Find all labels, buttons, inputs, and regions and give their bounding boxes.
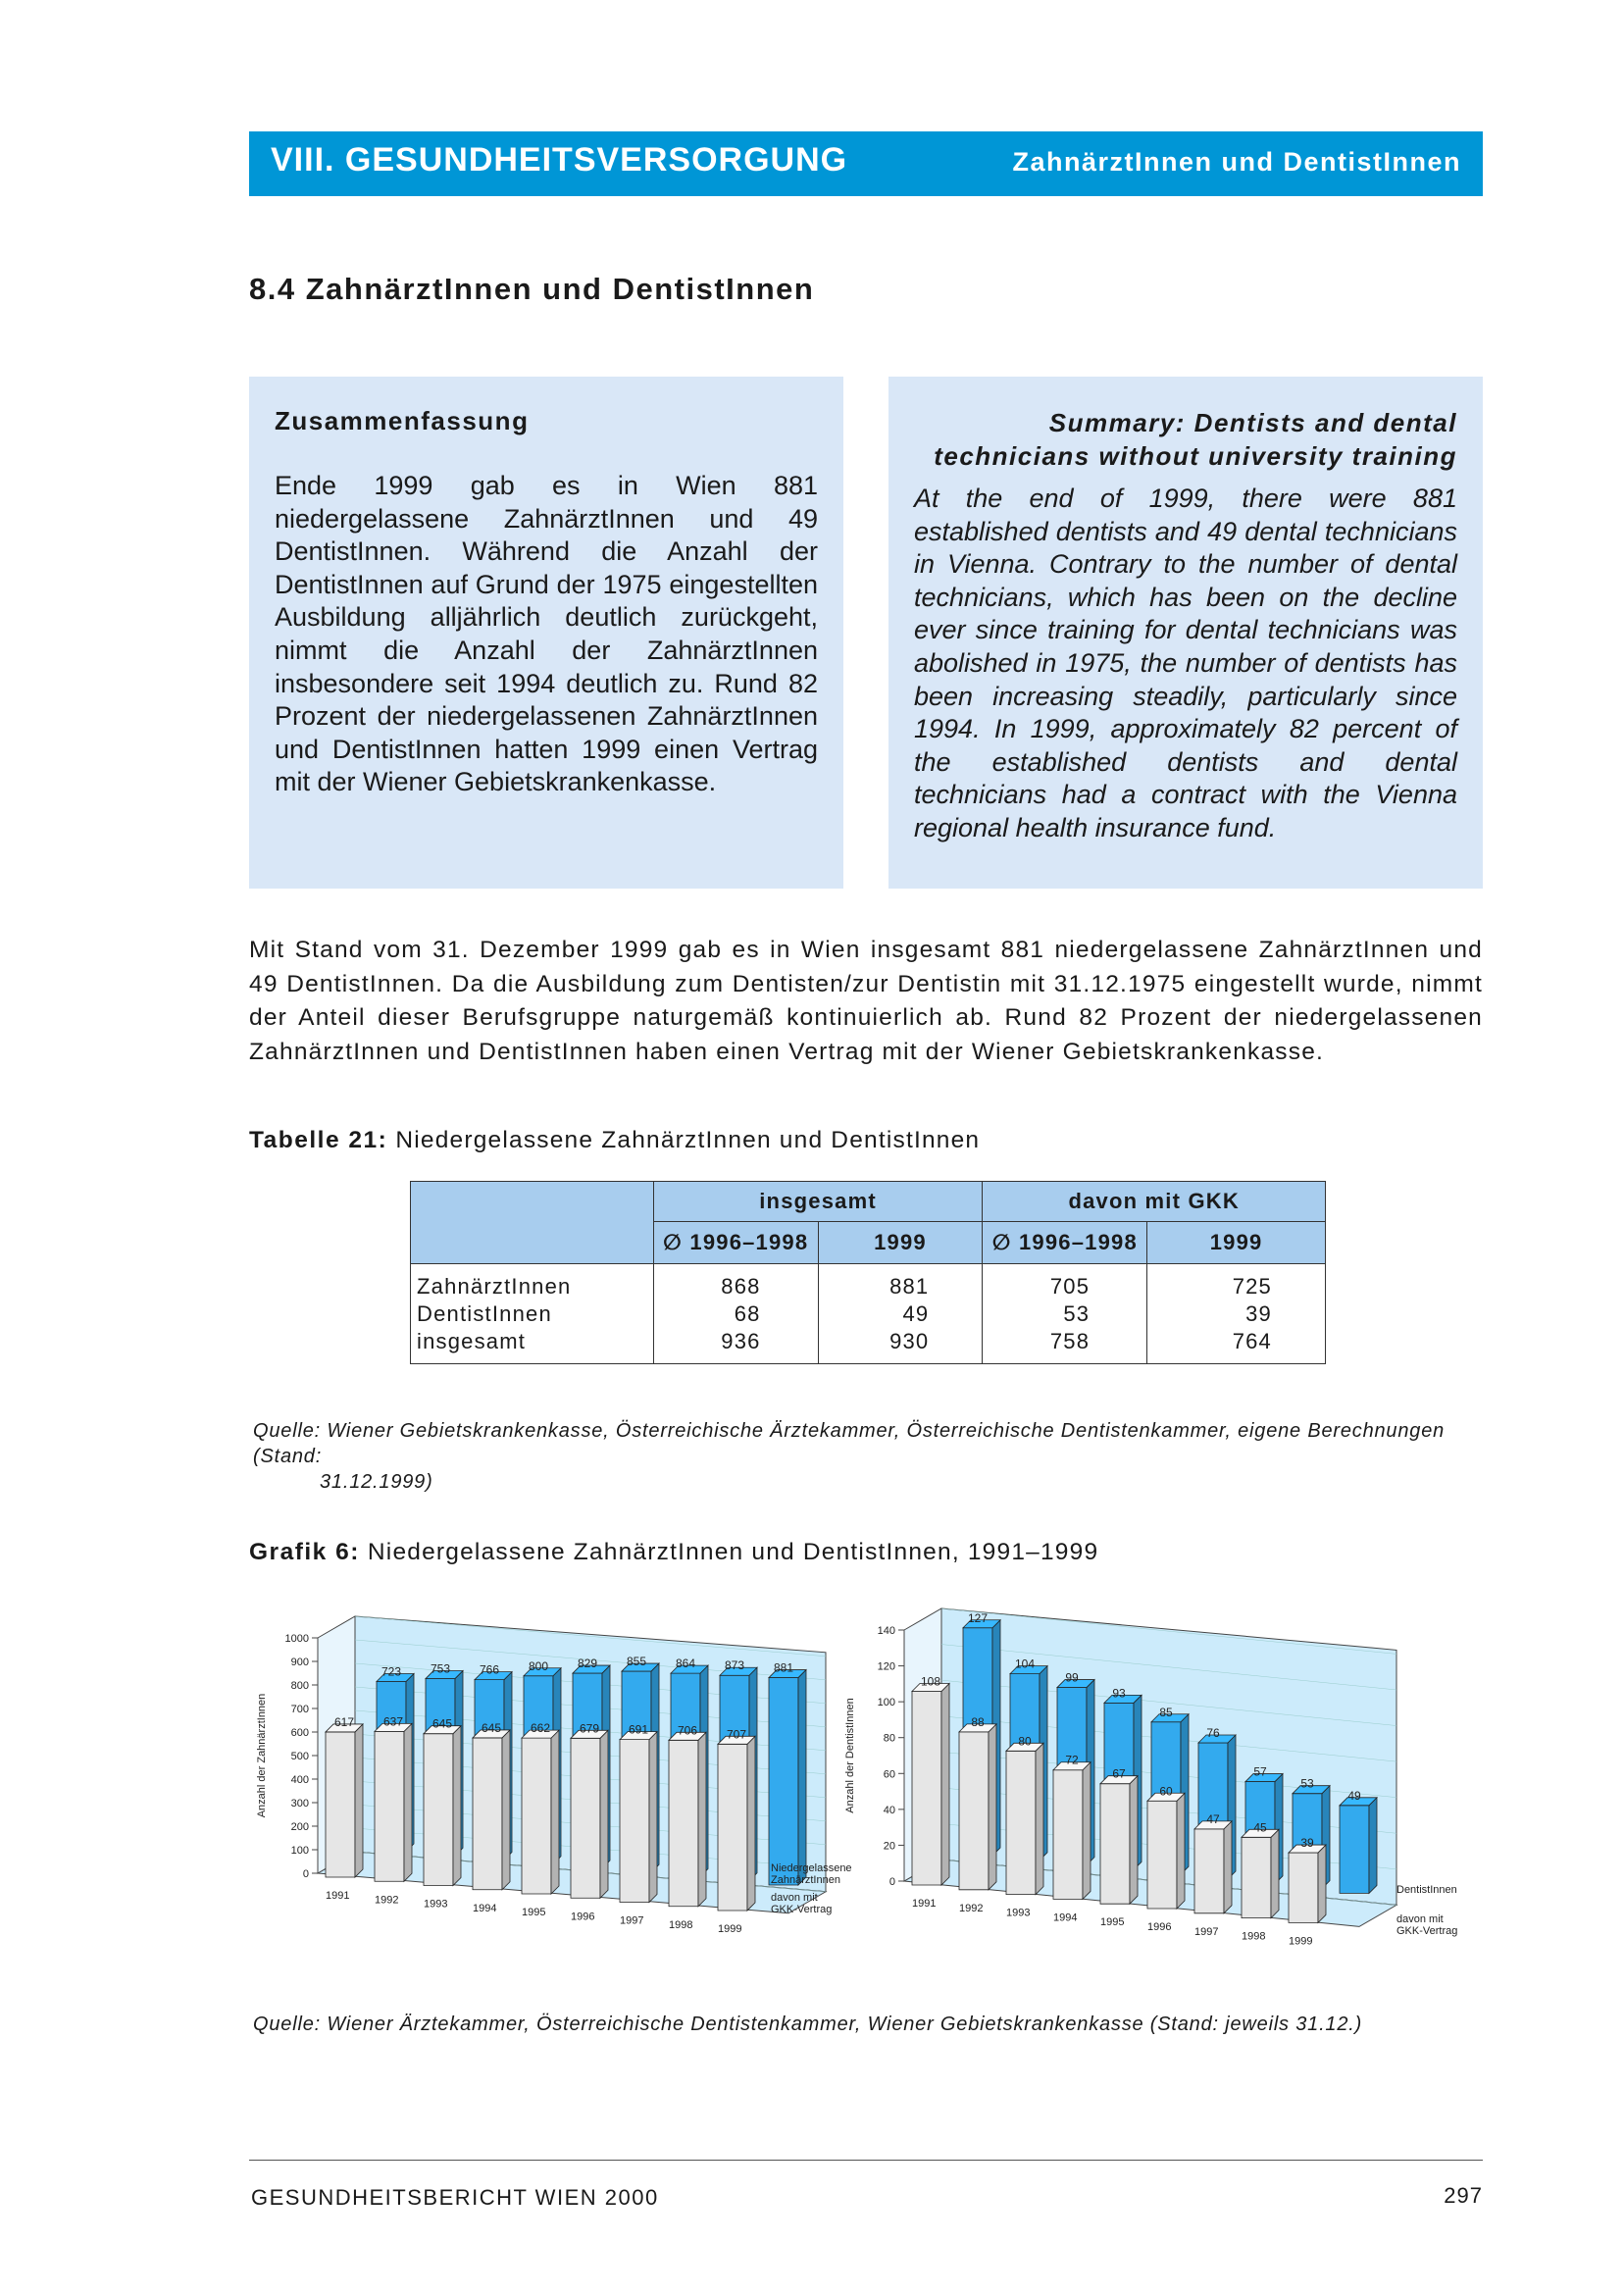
data-label-total: 766	[479, 1662, 500, 1677]
y-tick-label: 500	[290, 1751, 309, 1762]
chapter-topic: ZahnärztInnen und DentistInnen	[1012, 147, 1461, 177]
x-tick-label: 1997	[620, 1914, 644, 1927]
bar-front	[1289, 1853, 1318, 1922]
bar-gkk	[620, 1732, 657, 1903]
x-tick-label: 1993	[1006, 1907, 1031, 1919]
data-label-total: 99	[1065, 1670, 1079, 1685]
data-table	[410, 1181, 1326, 1364]
bar-front	[769, 1678, 798, 1885]
bar-gkk	[1289, 1845, 1326, 1922]
bar-front	[718, 1744, 747, 1911]
bar-total	[1340, 1798, 1377, 1894]
bar-front	[620, 1740, 649, 1903]
table-caption-label: Tabelle 21:	[249, 1127, 388, 1153]
table-caption-text: Niedergelassene ZahnärztInnen und DentistInnen	[387, 1127, 981, 1153]
table-source-line: Quelle: Wiener Gebietskrankenkasse, Österreichische Ärztekammer, Österreichische Dentistenkammer, eigene Berechnungen (Stand:	[253, 1420, 1446, 1467]
y-axis-label: Anzahl der ZahnärztInnen	[256, 1693, 268, 1818]
legend-entry: GKK-Vertrag	[771, 1904, 833, 1915]
data-label-total: 85	[1159, 1705, 1173, 1719]
table-caption	[249, 1127, 980, 1154]
bar-side	[698, 1732, 706, 1906]
table-sub-header: 1999	[1147, 1222, 1326, 1264]
data-label-total: 57	[1253, 1764, 1267, 1779]
table-sub-header: 1999	[818, 1222, 983, 1264]
footer-report-title: GESUNDHEITSBERICHT WIEN 2000	[251, 2185, 659, 2210]
data-label-gkk: 60	[1159, 1784, 1173, 1799]
data-label-gkk: 39	[1300, 1836, 1314, 1851]
table-cell: 725	[1147, 1264, 1326, 1300]
data-label-total: 829	[577, 1657, 598, 1671]
y-tick-label: 20	[883, 1840, 895, 1853]
data-label-gkk: 637	[382, 1714, 404, 1729]
bar-gkk	[1100, 1776, 1138, 1905]
bar-side	[1271, 1829, 1279, 1917]
bar-total	[769, 1670, 806, 1885]
x-tick-label: 1992	[375, 1894, 399, 1907]
bar-side	[1318, 1845, 1326, 1922]
y-tick-label: 140	[877, 1625, 895, 1637]
table-row-label: insgesamt	[417, 1328, 527, 1353]
data-label-gkk: 67	[1112, 1766, 1126, 1781]
x-tick-label: 1999	[718, 1923, 742, 1935]
bar-front	[473, 1738, 502, 1890]
bar-side	[1177, 1793, 1185, 1909]
data-label-total: 864	[675, 1657, 696, 1671]
chapter-header-band	[249, 131, 1483, 196]
bar-side	[798, 1670, 806, 1885]
data-label-gkk: 706	[677, 1723, 698, 1738]
y-tick-label: 300	[290, 1798, 309, 1810]
y-tick-label: 60	[883, 1768, 895, 1781]
table-sub-header: ∅ 1996–1998	[983, 1222, 1147, 1264]
table-row	[411, 1329, 1326, 1364]
table-group-header: davon mit GKK	[983, 1182, 1326, 1222]
data-label-gkk: 691	[628, 1722, 649, 1737]
x-tick-label: 1995	[522, 1907, 546, 1918]
data-label-gkk: 679	[579, 1721, 600, 1736]
chart-area	[249, 1589, 1483, 1981]
table-cell: 705	[983, 1264, 1147, 1300]
y-tick-label: 40	[883, 1804, 895, 1816]
summary-box-german	[249, 377, 843, 889]
data-label-total: 93	[1112, 1686, 1126, 1701]
data-label-total: 723	[381, 1664, 402, 1679]
data-label-total: 800	[528, 1658, 549, 1673]
table-cell: 39	[1147, 1300, 1326, 1329]
bar-front	[1006, 1751, 1036, 1894]
data-label-total: 76	[1206, 1726, 1220, 1741]
bar-gkk	[1006, 1743, 1043, 1894]
bar-side	[1224, 1821, 1232, 1913]
bar-gkk	[571, 1730, 608, 1898]
data-label-gkk: 47	[1206, 1811, 1220, 1826]
bar-front	[912, 1692, 941, 1885]
bar-side	[502, 1730, 510, 1890]
data-label-total: 881	[773, 1660, 794, 1675]
bar-gkk	[959, 1724, 996, 1890]
data-label-gkk: 645	[481, 1720, 502, 1735]
y-tick-label: 100	[290, 1845, 309, 1857]
x-tick-label: 1995	[1100, 1916, 1125, 1929]
bar-gkk	[375, 1723, 412, 1881]
bar-gkk	[1194, 1821, 1232, 1913]
chart-caption	[249, 1539, 1098, 1566]
x-tick-label: 1991	[326, 1890, 350, 1902]
footer-divider	[249, 2160, 1483, 2161]
data-label-gkk: 707	[726, 1727, 747, 1742]
bar-side	[989, 1724, 996, 1890]
data-label-gkk: 108	[920, 1674, 941, 1689]
y-tick-label: 0	[302, 1868, 309, 1880]
x-tick-label: 1999	[1289, 1935, 1313, 1948]
bar-front	[522, 1738, 551, 1894]
intro-paragraph: Mit Stand vom 31. Dezember 1999 gab es in Wien insgesamt 881 niedergelassene ZahnärztInnen und 49 DentistInnen. Da die Ausbildung zum Dentisten/zur Dentistin mit 31.12.1975 eingestellt wurde, nimmt der Anteil dieser Berufsgruppe naturgemäß kontinuierlich ab. Rund 82 Prozent der niedergelassenen ZahnärztInnen und DentistInnen haben einen Vertrag mit der Wiener Gebietskrankenkasse.	[249, 937, 1483, 1065]
x-tick-label: 1994	[473, 1902, 497, 1914]
bar-gkk	[718, 1736, 755, 1911]
data-label-gkk: 80	[1018, 1734, 1032, 1749]
x-tick-label: 1998	[1242, 1930, 1266, 1943]
x-tick-label: 1994	[1053, 1912, 1078, 1924]
table-cell: 881	[818, 1264, 983, 1300]
chart-caption-label: Grafik 6:	[249, 1539, 360, 1565]
x-tick-label: 1992	[959, 1902, 984, 1914]
table-source-line: 31.12.1999)	[320, 1471, 433, 1493]
legend-entry: Niedergelassene	[771, 1862, 852, 1874]
page-number: 297	[1444, 2183, 1483, 2208]
table-group-header: insgesamt	[653, 1182, 983, 1222]
summary-heading-german: Zusammenfassung	[275, 406, 530, 435]
x-tick-label: 1993	[424, 1898, 448, 1911]
table-header-blank	[411, 1182, 654, 1264]
data-label-gkk: 617	[333, 1714, 355, 1729]
bar-side	[649, 1732, 657, 1903]
summary-text-english: At the end of 1999, there were 881 established dentists and 49 dental technicians in Vienna. Contrary to the number of dental technicians, which has been on the decline ever since training for dental technicians was abolished in 1975, the number of dentists has been increasing steadily, particularly since 1994. In 1999, approximately 82 percent of the established dentists and dental technicians had a contract with the Vienna regional health insurance fund.	[914, 484, 1457, 842]
summary-box-english	[888, 377, 1483, 889]
bar-front	[1242, 1837, 1271, 1917]
bar-front	[375, 1731, 404, 1881]
bar-gkk	[1242, 1829, 1279, 1917]
bar-gkk	[473, 1730, 510, 1890]
summary-heading-english: Summary: Dentists and dental technicians without university training	[934, 408, 1457, 471]
table-cell: 49	[818, 1300, 983, 1329]
table-row	[411, 1264, 1326, 1300]
y-tick-label: 800	[290, 1680, 309, 1692]
table-row-label: DentistInnen	[417, 1300, 552, 1326]
bar-side	[600, 1730, 608, 1898]
x-tick-label: 1991	[912, 1898, 937, 1910]
legend-entry: ZahnärztInnen	[771, 1874, 840, 1886]
y-axis-label: Anzahl der DentistInnen	[844, 1698, 856, 1813]
table-row-label: ZahnärztInnen	[417, 1273, 572, 1299]
bar-gkk	[522, 1730, 559, 1894]
y-tick-label: 400	[290, 1774, 309, 1786]
bar-front	[1053, 1770, 1083, 1900]
legend-entry: GKK-Vertrag	[1396, 1925, 1458, 1937]
bar-side	[1083, 1762, 1091, 1900]
data-label-total: 873	[724, 1658, 745, 1673]
y-tick-label: 120	[877, 1660, 895, 1673]
bar-side	[941, 1684, 949, 1885]
y-tick-label: 100	[877, 1697, 895, 1709]
bar-front	[424, 1734, 453, 1886]
x-tick-label: 1997	[1194, 1925, 1219, 1938]
chart-source: Quelle: Wiener Ärztekammer, Österreichische Dentistenkammer, Wiener Gebietskrankenkasse (Stand: jeweils 31.12.)	[253, 2014, 1363, 2035]
y-tick-label: 200	[290, 1821, 309, 1833]
bar-front	[1100, 1784, 1130, 1905]
bar-front	[669, 1740, 698, 1906]
data-label-total: 104	[1014, 1657, 1036, 1671]
table-cell: 930	[818, 1329, 983, 1364]
x-tick-label: 1996	[1147, 1921, 1172, 1933]
bar-side	[551, 1730, 559, 1894]
data-label-gkk: 88	[971, 1714, 985, 1729]
table-row	[411, 1300, 1326, 1329]
x-tick-label: 1996	[571, 1911, 595, 1923]
bar-front	[959, 1732, 989, 1890]
bar-gkk	[912, 1684, 949, 1885]
data-label-total: 49	[1347, 1788, 1361, 1803]
data-label-total: 53	[1300, 1776, 1314, 1791]
bar-gkk	[1147, 1793, 1185, 1909]
legend-entry: DentistInnen	[1396, 1884, 1457, 1896]
legend-entry: davon mit	[1396, 1913, 1444, 1925]
chapter-title: VIII. GESUNDHEITSVERSORGUNG	[271, 141, 848, 178]
bar-side	[1036, 1743, 1043, 1894]
y-tick-label: 80	[883, 1732, 895, 1745]
data-label-total: 753	[430, 1661, 451, 1676]
y-tick-label: 600	[290, 1727, 309, 1739]
section-title: 8.4 ZahnärztInnen und DentistInnen	[249, 272, 815, 306]
data-label-gkk: 645	[431, 1716, 453, 1731]
chart-caption-text: Niedergelassene ZahnärztInnen und DentistInnen, 1991–1999	[359, 1539, 1099, 1565]
data-label-gkk: 662	[530, 1721, 551, 1736]
y-tick-label: 900	[290, 1657, 309, 1668]
data-label-total: 855	[626, 1655, 647, 1669]
data-label-gkk: 72	[1065, 1753, 1079, 1767]
bar-gkk	[326, 1724, 363, 1877]
bar-front	[326, 1732, 355, 1877]
x-tick-label: 1998	[669, 1918, 693, 1931]
bar-side	[404, 1723, 412, 1881]
bar-side	[747, 1736, 755, 1911]
table-cell: 936	[653, 1329, 818, 1364]
bar-gkk	[424, 1726, 461, 1886]
bar-side	[1369, 1798, 1377, 1894]
bar-gkk	[669, 1732, 706, 1906]
bar-front	[1194, 1829, 1224, 1913]
data-label-gkk: 45	[1253, 1820, 1267, 1835]
table-cell: 868	[653, 1264, 818, 1300]
table-cell: 68	[653, 1300, 818, 1329]
legend-entry: davon mit	[771, 1892, 818, 1904]
bar-gkk	[1053, 1762, 1091, 1900]
bar-side	[1130, 1776, 1138, 1905]
table-cell: 53	[983, 1300, 1147, 1329]
bar-front	[571, 1738, 600, 1898]
bar-front	[1340, 1806, 1369, 1894]
data-label-total: 127	[967, 1610, 989, 1625]
bar-front	[1147, 1801, 1177, 1909]
bar-side	[355, 1724, 363, 1877]
bar-side	[453, 1726, 461, 1886]
table-source	[253, 1418, 1483, 1495]
y-tick-label: 0	[888, 1876, 895, 1888]
y-tick-label: 1000	[284, 1633, 309, 1645]
table-sub-header: ∅ 1996–1998	[653, 1222, 818, 1264]
summary-text-german: Ende 1999 gab es in Wien 881 niedergelassene ZahnärztInnen und 49 DentistInnen. Während die Anzahl der DentistInnen auf Grund der 1975 eingestellten Ausbildung alljährlich deutlich zurückgeht, nimmt die Anzahl der ZahnärztInnen insbesondere seit 1994 deutlich zu. Rund 82 Prozent der niedergelassenen ZahnärztInnen und DentistInnen hatten 1999 einen Vertrag mit der Wiener Gebietskrankenkasse.	[275, 471, 818, 797]
table-cell: 764	[1147, 1329, 1326, 1364]
y-tick-label: 700	[290, 1704, 309, 1715]
table-cell: 758	[983, 1329, 1147, 1364]
